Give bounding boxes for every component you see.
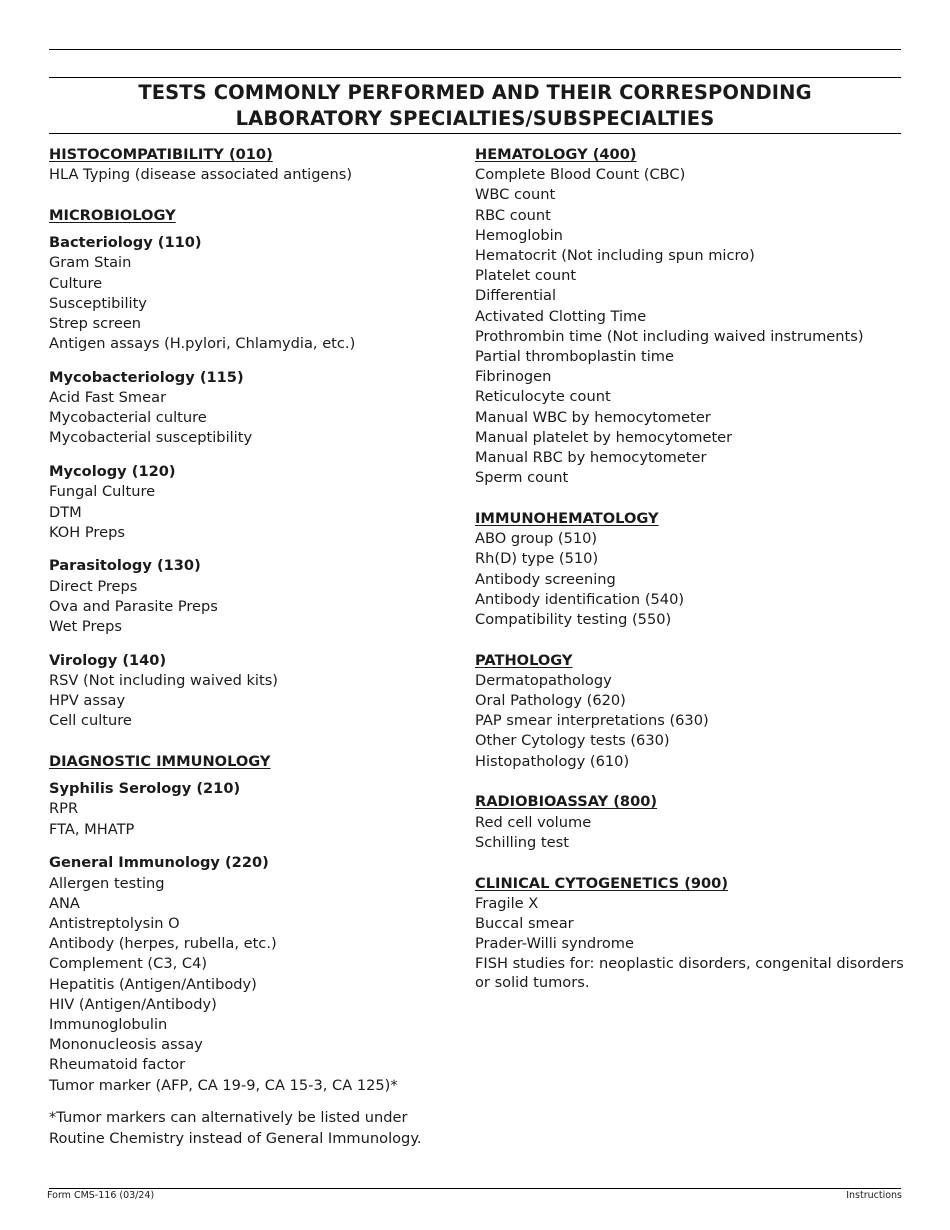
title-bottom-rule bbox=[49, 133, 901, 134]
list-item: PAP smear interpretations (630) bbox=[475, 712, 709, 730]
page-title bbox=[49, 80, 901, 132]
title-line-2: LABORATORY SPECIALTIES/SUBSPECIALTIES bbox=[235, 107, 715, 130]
list-item: Fragile X bbox=[475, 894, 539, 912]
list-item: Differential bbox=[475, 287, 557, 305]
subsection-heading: Bacteriology (110) bbox=[49, 234, 202, 252]
form-number: Form CMS-116 (03/24) bbox=[47, 1190, 155, 1201]
list-item: Cell culture bbox=[49, 712, 132, 730]
list-item: Complement (C3, C4) bbox=[49, 955, 208, 973]
tumor-marker-note bbox=[49, 1108, 449, 1148]
list-item: Manual platelet by hemocytometer bbox=[475, 428, 733, 446]
list-item: Hematocrit (Not including spun micro) bbox=[475, 247, 755, 265]
section-heading: PATHOLOGY bbox=[475, 651, 573, 669]
subsection-heading: Virology (140) bbox=[49, 651, 167, 669]
list-item: Other Cytology tests (630) bbox=[475, 732, 670, 750]
left-column bbox=[49, 145, 449, 1149]
list-item: Mycobacterial culture bbox=[49, 409, 207, 427]
section-pathology bbox=[475, 651, 905, 772]
section-radiobioassay bbox=[475, 792, 905, 853]
note-line: Routine Chemistry instead of General Immunology. bbox=[49, 1129, 422, 1147]
list-item: Gram Stain bbox=[49, 254, 132, 272]
list-item: Buccal smear bbox=[475, 914, 574, 932]
list-item: Prothrombin time (Not including waived instruments) bbox=[475, 327, 864, 345]
footer-label: Instructions bbox=[846, 1190, 902, 1201]
section-heading: RADIOBIOASSAY (800) bbox=[475, 793, 658, 811]
section-heading: HISTOCOMPATIBILITY (010) bbox=[49, 146, 273, 163]
list-item: HIV (Antigen/Antibody) bbox=[49, 995, 217, 1013]
list-item: Strep screen bbox=[49, 314, 142, 332]
section-microbiology bbox=[49, 206, 449, 732]
list-item: Hemoglobin bbox=[475, 226, 563, 244]
list-item: ANA bbox=[49, 894, 80, 912]
section-clinical-cytogenetics bbox=[475, 874, 905, 993]
list-item: Activated Clotting Time bbox=[475, 307, 647, 325]
list-item: ABO group (510) bbox=[475, 530, 598, 548]
section-hematology bbox=[475, 145, 905, 488]
subsection-heading: Mycobacteriology (115) bbox=[49, 368, 244, 386]
list-item: Complete Blood Count (CBC) bbox=[475, 166, 686, 184]
note-line: *Tumor markers can alternatively be listed under bbox=[49, 1109, 408, 1127]
section-diagnostic-immunology bbox=[49, 752, 449, 1149]
list-item: Hepatitis (Antigen/Antibody) bbox=[49, 975, 257, 993]
section-histocompatibility bbox=[49, 145, 449, 185]
subsection-bacteriology bbox=[49, 233, 449, 354]
list-item: RSV (Not including waived kits) bbox=[49, 671, 279, 689]
list-item: FISH studies for: neoplastic disorders, congenital disorders or solid tumors. bbox=[475, 955, 904, 992]
list-item: Culture bbox=[49, 274, 103, 292]
list-item: FTA, MHATP bbox=[49, 820, 135, 838]
section-heading: MICROBIOLOGY bbox=[49, 206, 176, 224]
section-heading: IMMUNOHEMATOLOGY bbox=[475, 509, 659, 527]
list-item: Fibrinogen bbox=[475, 368, 552, 386]
list-item: Partial thromboplastin time bbox=[475, 348, 674, 366]
subsection-heading: Syphilis Serology (210) bbox=[49, 780, 241, 798]
subsection-general-immunology bbox=[49, 853, 449, 1095]
list-item: Direct Preps bbox=[49, 577, 138, 595]
list-item: Rh(D) type (510) bbox=[475, 550, 599, 568]
top-rule bbox=[49, 49, 901, 50]
list-item: Ova and Parasite Preps bbox=[49, 597, 218, 615]
list-item: Schilling test bbox=[475, 833, 569, 851]
section-heading: HEMATOLOGY (400) bbox=[475, 146, 637, 163]
list-item: Susceptibility bbox=[49, 294, 147, 312]
subsection-virology bbox=[49, 651, 449, 732]
list-item: RPR bbox=[49, 800, 79, 818]
list-item: Antibody identification (540) bbox=[475, 590, 685, 608]
list-item: WBC count bbox=[475, 186, 556, 204]
subsection-heading: Mycology (120) bbox=[49, 463, 176, 481]
subsection-mycology bbox=[49, 462, 449, 543]
section-heading: CLINICAL CYTOGENETICS (900) bbox=[475, 874, 728, 892]
list-item: HPV assay bbox=[49, 692, 126, 710]
list-item: DTM bbox=[49, 503, 82, 521]
list-item: Platelet count bbox=[475, 267, 577, 285]
list-item: Fungal Culture bbox=[49, 483, 156, 501]
list-item: Sperm count bbox=[475, 469, 569, 487]
subsection-parasitology bbox=[49, 556, 449, 637]
right-column bbox=[475, 145, 905, 1013]
list-item: Rheumatoid factor bbox=[49, 1056, 186, 1074]
title-top-rule bbox=[49, 77, 901, 78]
footer-rule bbox=[49, 1188, 901, 1189]
list-item: Allergen testing bbox=[49, 874, 165, 892]
subsection-mycobacteriology bbox=[49, 368, 449, 449]
list-item: Antistreptolysin O bbox=[49, 915, 180, 932]
section-immunohematology bbox=[475, 509, 905, 630]
list-item: Antibody screening bbox=[475, 570, 616, 588]
list-item: Antigen assays (H.pylori, Chlamydia, etc.) bbox=[49, 335, 356, 353]
list-item: Mycobacterial susceptibility bbox=[49, 429, 253, 447]
section-heading: DIAGNOSTIC IMMUNOLOGY bbox=[49, 753, 271, 771]
list-item: RBC count bbox=[475, 206, 551, 224]
list-item: Immunoglobulin bbox=[49, 1016, 168, 1034]
list-item: Prader-Willi syndrome bbox=[475, 935, 634, 953]
subsection-heading: Parasitology (130) bbox=[49, 557, 201, 575]
list-item: KOH Preps bbox=[49, 523, 125, 541]
list-item: Manual RBC by hemocytometer bbox=[475, 449, 707, 467]
list-item: Red cell volume bbox=[475, 813, 592, 831]
title-line-1: TESTS COMMONLY PERFORMED AND THEIR CORRESPONDING bbox=[138, 81, 812, 104]
subsection-syphilis-serology bbox=[49, 779, 449, 840]
list-item: Antibody (herpes, rubella, etc.) bbox=[49, 935, 277, 953]
list-item: Tumor marker (AFP, CA 19-9, CA 15-3, CA 125)* bbox=[49, 1076, 398, 1094]
list-item: Oral Pathology (620) bbox=[475, 692, 626, 710]
list-item: Wet Preps bbox=[49, 618, 122, 636]
list-item: Manual WBC by hemocytometer bbox=[475, 408, 711, 426]
list-item: Compatibility testing (550) bbox=[475, 610, 672, 628]
list-item: Histopathology (610) bbox=[475, 752, 630, 770]
subsection-heading: General Immunology (220) bbox=[49, 854, 269, 872]
list-item: Mononucleosis assay bbox=[49, 1036, 203, 1054]
list-item: Acid Fast Smear bbox=[49, 389, 167, 407]
list-item: Dermatopathology bbox=[475, 671, 612, 689]
list-item: HLA Typing (disease associated antigens) bbox=[49, 166, 353, 184]
list-item: Reticulocyte count bbox=[475, 388, 611, 406]
